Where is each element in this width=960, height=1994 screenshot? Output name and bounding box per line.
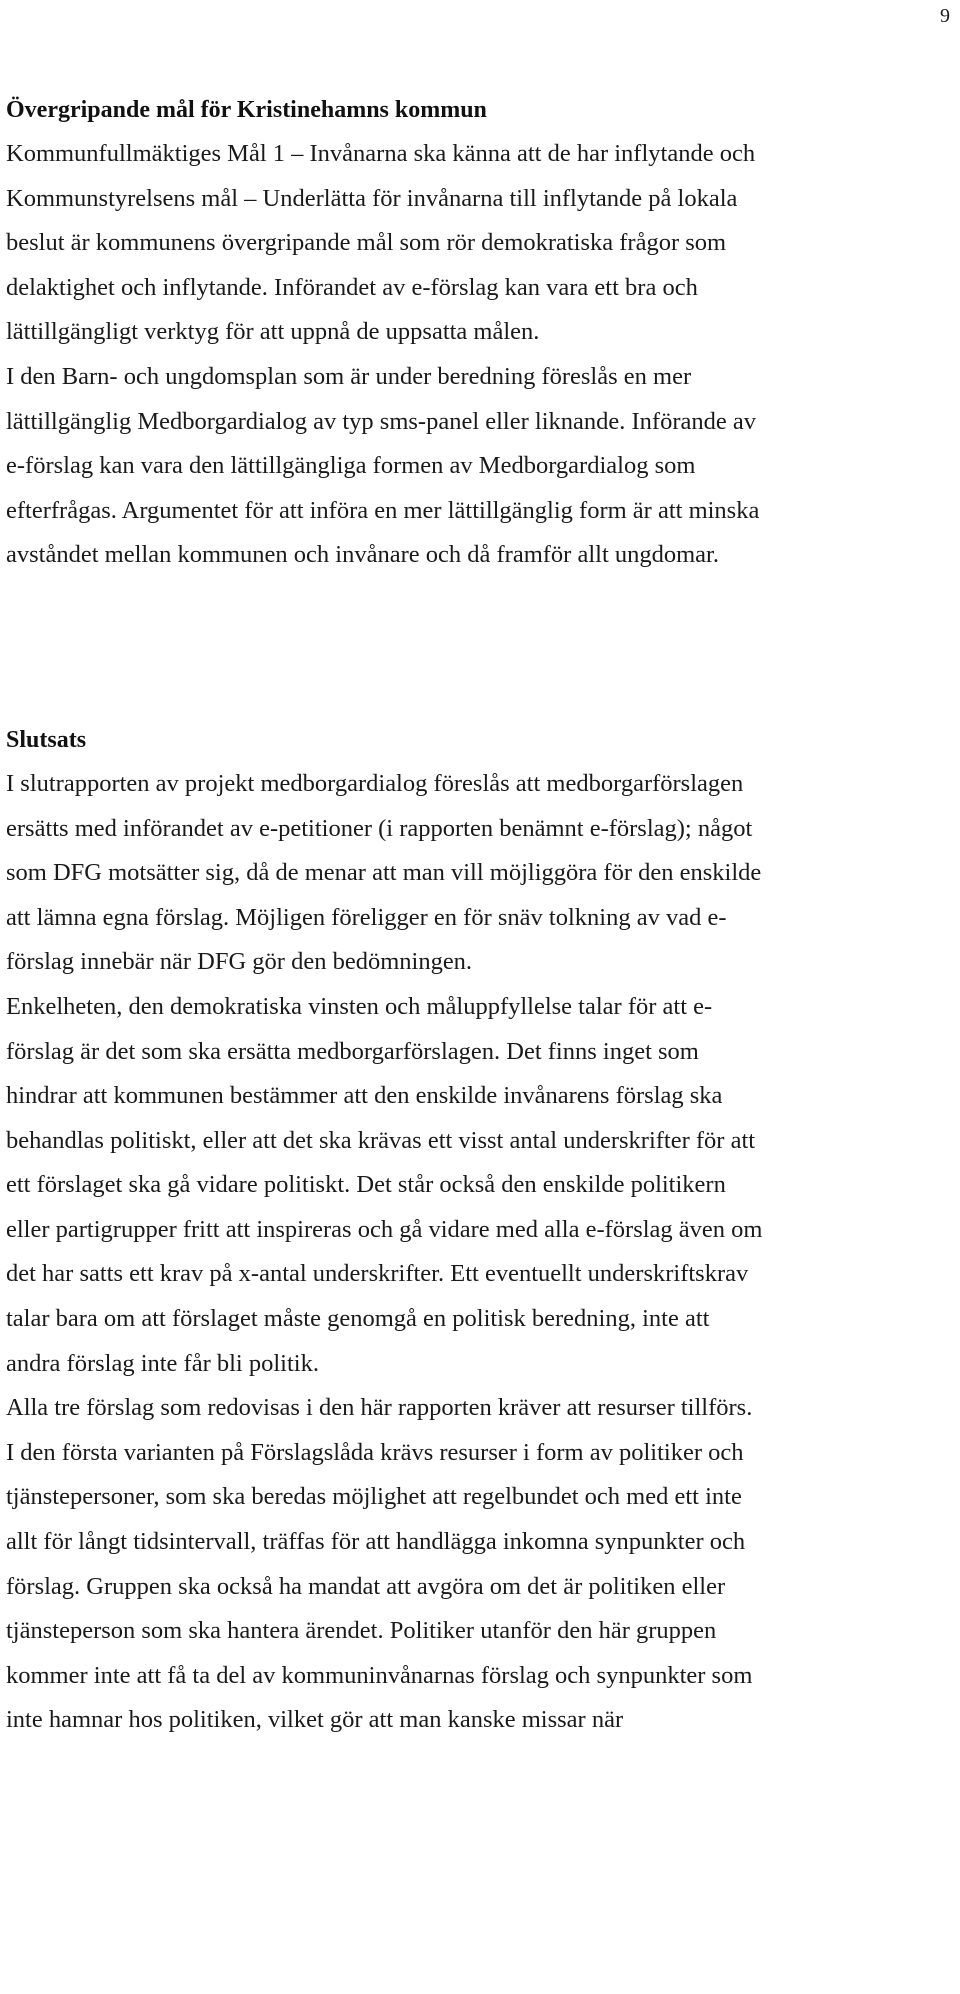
- text-line: efterfrågas. Argumentet för att införa en mer lättillgänglig form är att minska: [6, 496, 760, 524]
- page-number: 9: [940, 5, 950, 27]
- text-line: ersätts med införandet av e-petitioner (i rapporten benämnt e-förslag); något: [6, 814, 753, 842]
- text-line: ett förslaget ska gå vidare politiskt. Det står också den enskilde politikern: [6, 1171, 726, 1199]
- text-line: lättillgängligt verktyg för att uppnå de uppsatta målen.: [6, 318, 540, 346]
- text-line: Alla tre förslag som redovisas i den här rapporten kräver att resurser tillförs.: [6, 1394, 753, 1422]
- section-paragraph: [6, 132, 954, 578]
- section-spacer: [6, 578, 954, 718]
- text-line: det har satts ett krav på x-antal underskrifter. Ett eventuellt underskriftskrav: [6, 1260, 749, 1288]
- text-line: behandlas politiskt, eller att det ska krävas ett visst antal underskrifter för att: [6, 1126, 756, 1154]
- text-line: tjänstepersoner, som ska beredas möjlighet att regelbundet och med ett inte: [6, 1483, 742, 1511]
- section-paragraph: [6, 762, 954, 1743]
- text-line: avståndet mellan kommunen och invånare och då framför allt ungdomar.: [6, 541, 719, 569]
- section-heading: Slutsats: [6, 726, 87, 753]
- text-line: förslag innebär när DFG gör den bedömningen.: [6, 948, 473, 976]
- text-line: inte hamnar hos politiken, vilket gör att man kanske missar när: [6, 1706, 624, 1734]
- text-line: beslut är kommunens övergripande mål som rör demokratiska frågor som: [6, 229, 727, 257]
- text-line: eller partigrupper fritt att inspireras och gå vidare med alla e-förslag även om: [6, 1215, 763, 1243]
- text-line: lättillgänglig Medborgardialog av typ sms-panel eller liknande. Införande av: [6, 407, 756, 435]
- section-overarching-goals: [6, 88, 954, 578]
- text-line: delaktighet och inflytande. Införandet av e-förslag kan vara ett bra och: [6, 273, 698, 301]
- text-line: förslag är det som ska ersätta medborgarförslagen. Det finns inget som: [6, 1037, 699, 1065]
- section-conclusion: [6, 718, 954, 1743]
- text-line: Kommunfullmäktiges Mål 1 – Invånarna ska känna att de har inflytande och: [6, 140, 756, 167]
- text-line: Kommunstyrelsens mål – Underlätta för invånarna till inflytande på lokala: [6, 184, 738, 212]
- text-line: tjänsteperson som ska hantera ärendet. Politiker utanför den här gruppen: [6, 1617, 717, 1645]
- text-line: kommer inte att få ta del av kommuninvånarnas förslag och synpunkter som: [6, 1661, 753, 1689]
- text-line: andra förslag inte får bli politik.: [6, 1349, 319, 1377]
- text-line: I den första varianten på Förslagslåda krävs resurser i form av politiker och: [6, 1438, 744, 1466]
- text-line: förslag. Gruppen ska också ha mandat att avgöra om det är politiken eller: [6, 1572, 726, 1600]
- text-line: hindrar att kommunen bestämmer att den enskilde invånarens förslag ska: [6, 1082, 723, 1110]
- text-line: Enkelheten, den demokratiska vinsten och måluppfyllelse talar för att e-: [6, 992, 713, 1020]
- text-line: allt för långt tidsintervall, träffas för att handlägga inkomna synpunkter och: [6, 1528, 746, 1556]
- text-line: e-förslag kan vara den lättillgängliga formen av Medborgardialog som: [6, 452, 696, 480]
- text-line: att lämna egna förslag. Möjligen föreligger en för snäv tolkning av vad e-: [6, 903, 727, 931]
- document-body: [6, 88, 954, 1743]
- text-line: talar bara om att förslaget måste genomgå en politisk beredning, inte att: [6, 1305, 710, 1333]
- text-line: I slutrapporten av projekt medborgardialog föreslås att medborgarförslagen: [6, 769, 744, 797]
- text-line: som DFG motsätter sig, då de menar att man vill möjliggöra för den enskilde: [6, 859, 762, 887]
- section-heading: Övergripande mål för Kristinehamns kommun: [6, 97, 487, 123]
- text-line: I den Barn- och ungdomsplan som är under beredning föreslås en mer: [6, 362, 692, 390]
